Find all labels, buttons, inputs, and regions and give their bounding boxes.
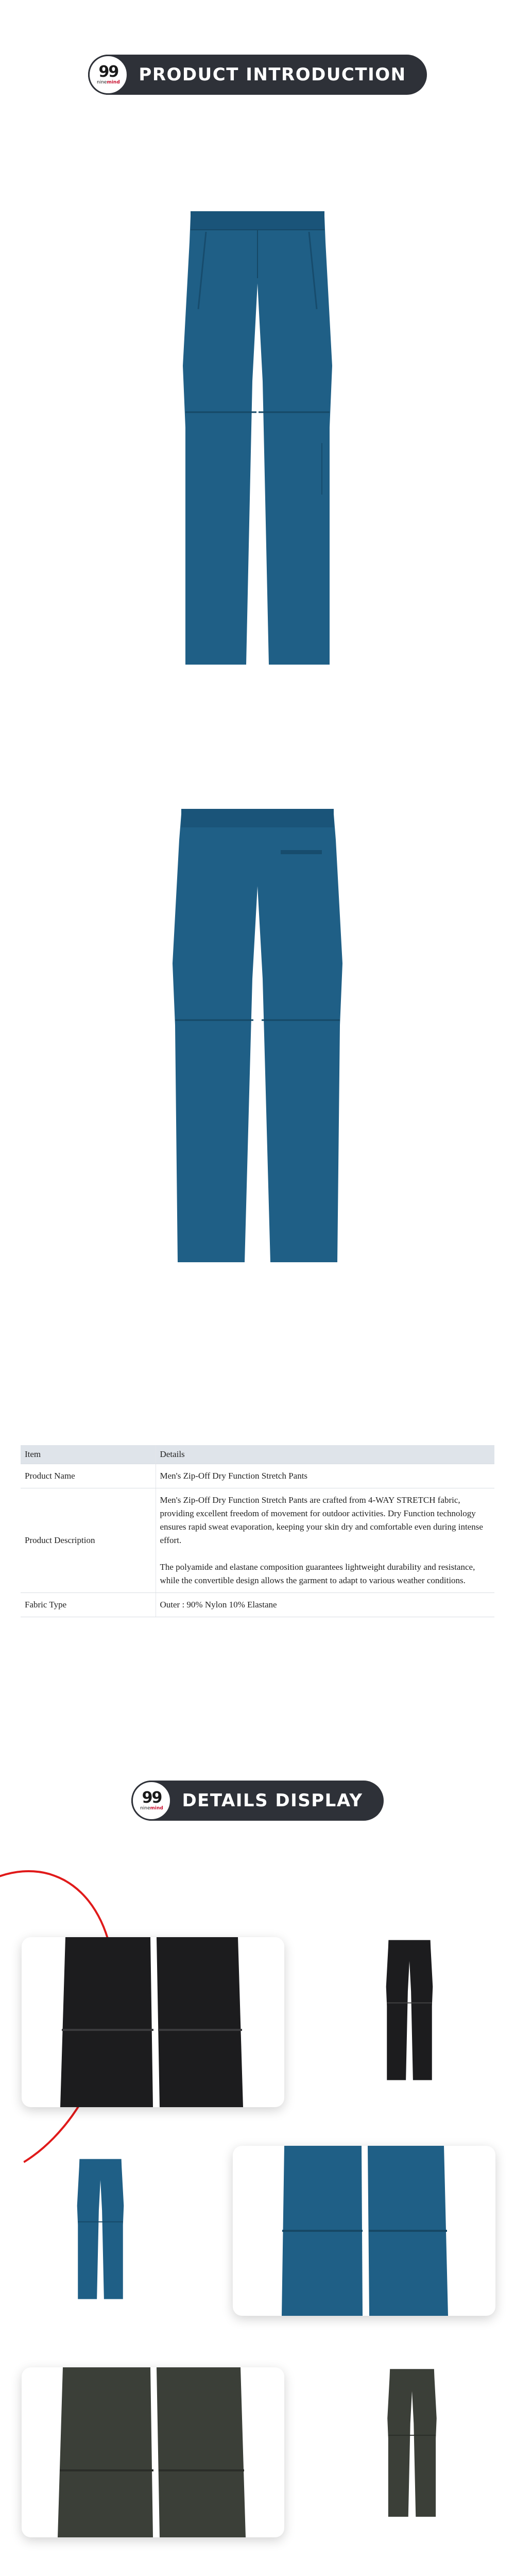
- brand-logo: [131, 1781, 171, 1821]
- description-paragraph: Men's Zip-Off Dry Function Stretch Pants are crafted from 4-WAY STRETCH fabric, providing excellent freedom of movement for outdoor activities. Dry Function technology ensures rapid sweat evaporation, keeping your skin dry and comfortable even during intense effort.: [160, 1495, 483, 1545]
- row-label: Fabric Type: [21, 1592, 156, 1617]
- header-pill: [131, 1781, 383, 1821]
- table-header-details: Details: [156, 1445, 494, 1464]
- header-title: DETAILS DISPLAY: [182, 1790, 363, 1811]
- row-label: Product Description: [21, 1488, 156, 1592]
- table-row: [21, 1592, 494, 1617]
- header-pill: [88, 55, 426, 95]
- pants-olive-small: [384, 2367, 440, 2519]
- pants-front-image: [0, 206, 515, 670]
- brand-logo: [88, 55, 128, 95]
- spec-table: [21, 1445, 494, 1617]
- row-value: [156, 1488, 494, 1592]
- logo-sub: ninemind: [97, 80, 120, 85]
- row-value: Outer : 90% Nylon 10% Elastane: [156, 1592, 494, 1617]
- logo-sub: ninemind: [140, 1806, 163, 1811]
- pants-black-small: [384, 1937, 435, 2084]
- logo-number: 99: [98, 63, 118, 81]
- row-value: Men's Zip-Off Dry Function Stretch Pants: [156, 1464, 494, 1488]
- header-title: PRODUCT INTRODUCTION: [139, 64, 406, 85]
- details-display-header: [0, 1781, 515, 1821]
- table-header-row: [21, 1445, 494, 1464]
- table-row: [21, 1464, 494, 1488]
- detail-card-black-zip: [22, 1937, 284, 2107]
- row-label: Product Name: [21, 1464, 156, 1488]
- table-row: [21, 1488, 494, 1592]
- pants-back-image: [0, 804, 515, 1267]
- detail-card-blue-zip: [233, 2146, 495, 2316]
- table-header-item: Item: [21, 1445, 156, 1464]
- product-intro-header: [0, 55, 515, 95]
- logo-number: 99: [142, 1789, 162, 1807]
- description-paragraph: The polyamide and elastane composition guarantees lightweight durability and resistance, while the convertible design allows the garment to adapt to various weather conditions.: [160, 1562, 475, 1585]
- pants-blue-small: [75, 2148, 126, 2311]
- detail-card-olive-zip: [22, 2367, 284, 2537]
